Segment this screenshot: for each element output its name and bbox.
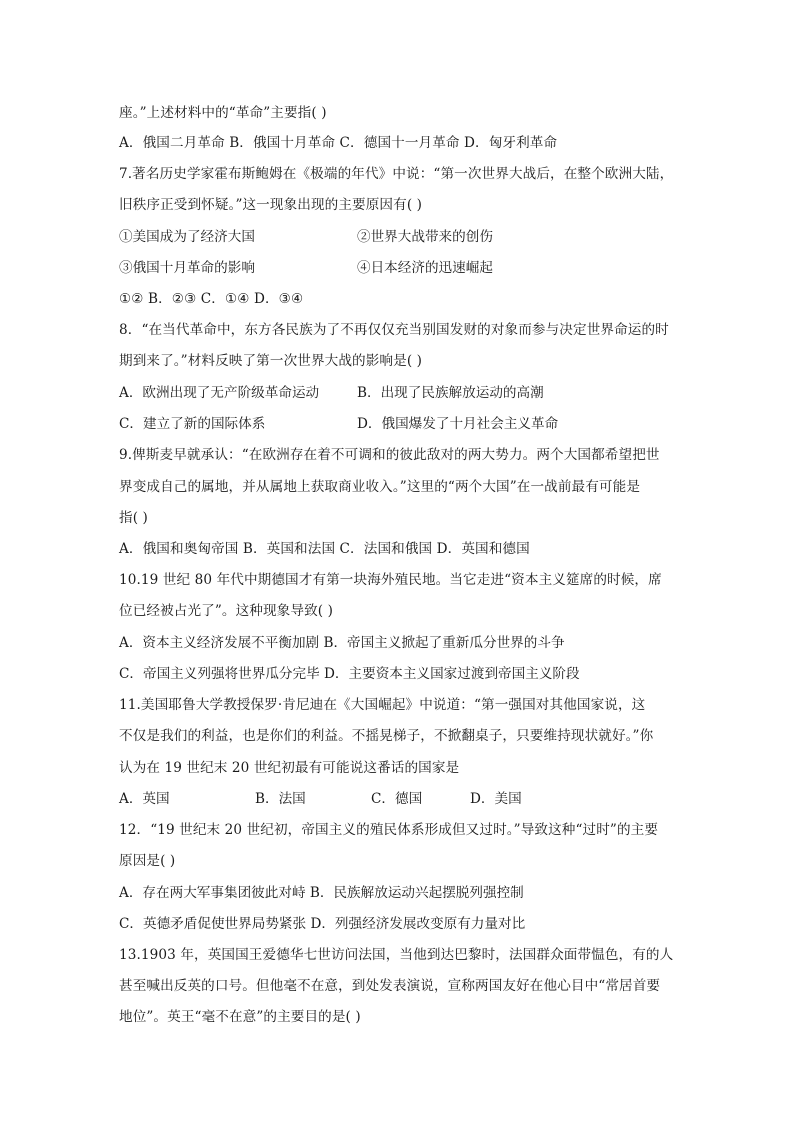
q12-stem-line-2: 原因是( ) [119,853,176,869]
q10-stem-line-1: 10.19 世纪 80 年代中期德国才有第一块海外殖民地。当它走进“资本主义筵席的时候，席 [119,572,662,588]
q12-options-ab: A．存在两大军事集团彼此对峙 B．民族解放运动兴起摆脱列强控制 [119,885,524,901]
q11-option-d: D．美国 [470,791,522,807]
q8-stem-line-2: 期到来了。”材料反映了第一次世界大战的影响是( ) [119,353,423,369]
q8-stem-line-1: 8．“在当代革命中，东方各民族为了不再仅仅充当别国发财的对象而参与决定世界命运的时 [119,322,669,338]
q10-options-cd: C．帝国主义列强将世界瓜分完毕 D．主要资本主义国家过渡到帝国主义阶段 [119,666,580,682]
q11-option-a: A．英国 [119,791,170,807]
q9-stem-line-2: 界变成自己的属地，并从属地上获取商业收入。”这里的“两个大国”在一战前最有可能是 [119,479,641,495]
q13-stem-line-3: 地位”。英王“毫不在意”的主要目的是( ) [119,1009,361,1025]
q11-stem-line-3: 认为在 19 世纪末 20 世纪初最有可能说这番话的国家是 [119,760,460,776]
q11-option-b: B．法国 [255,791,306,807]
q7-options: ①② B．②③ C．①④ D．③④ [119,291,304,307]
q8-option-d: D．俄国爆发了十月社会主义革命 [357,416,559,432]
q6-options: A．俄国二月革命 B．俄国十月革命 C．德国十一月革命 D．匈牙利革命 [119,135,558,151]
q7-item-4: ④日本经济的迅速崛起 [357,260,493,276]
q9-stem-line-1: 9.俾斯麦早就承认：“在欧洲存在着不可调和的彼此敌对的两大势力。两个大国都希望把世 [119,447,660,463]
q8-option-c: C．建立了新的国际体系 [119,416,266,432]
q12-options-cd: C．英德矛盾促使世界局势紧张 D．列强经济发展改变原有力量对比 [119,916,526,932]
q7-stem-line-2: 旧秩序正受到怀疑。”这一现象出现的主要原因有( ) [119,197,423,213]
q11-stem-line-1: 11.美国耶鲁大学教授保罗·肯尼迪在《大国崛起》中说道：“第一强国对其他国家说，这 [119,697,646,713]
q7-item-3: ③俄国十月革命的影响 [119,260,255,276]
q13-stem-line-2: 甚至喊出反英的口号。但他毫不在意，到处发表演说，宣称两国友好在他心目中“常居首要 [119,978,661,994]
q7-item-2: ②世界大战带来的创伤 [357,229,493,245]
q7-item-1: ①美国成为了经济大国 [119,229,255,245]
q9-options: A．俄国和奥匈帝国 B．英国和法国 C．法国和俄国 D．英国和德国 [119,541,530,557]
q11-option-c: C．德国 [371,791,423,807]
q6-stem-end: 座。”上述材料中的“革命”主要指( ) [119,105,327,121]
q10-stem-line-2: 位已经被占光了”。这种现象导致( ) [119,603,333,619]
q8-option-b: B．出现了民族解放运动的高潮 [357,385,544,401]
q8-option-a: A．欧洲出现了无产阶级革命运动 [119,385,320,401]
q7-stem-line-1: 7.著名历史学家霍布斯鲍姆在《极端的年代》中说：“第一次世界大战后，在整个欧洲大陆， [119,166,674,182]
q10-options-ab: A．资本主义经济发展不平衡加剧 B．帝国主义掀起了重新瓜分世界的斗争 [119,635,565,651]
q11-stem-line-2: 不仅是我们的利益，也是你们的利益。不摇晃梯子，不掀翻桌子，只要维持现状就好。”你 [119,728,654,744]
q9-stem-line-3: 指( ) [119,510,148,526]
q12-stem-line-1: 12．“19 世纪末 20 世纪初，帝国主义的殖民体系形成但又过时。”导致这种“过时”的主要 [119,822,659,838]
q13-stem-line-1: 13.1903 年，英国国王爱德华七世访问法国，当他到达巴黎时，法国群众面带愠色，有的人 [119,947,674,963]
